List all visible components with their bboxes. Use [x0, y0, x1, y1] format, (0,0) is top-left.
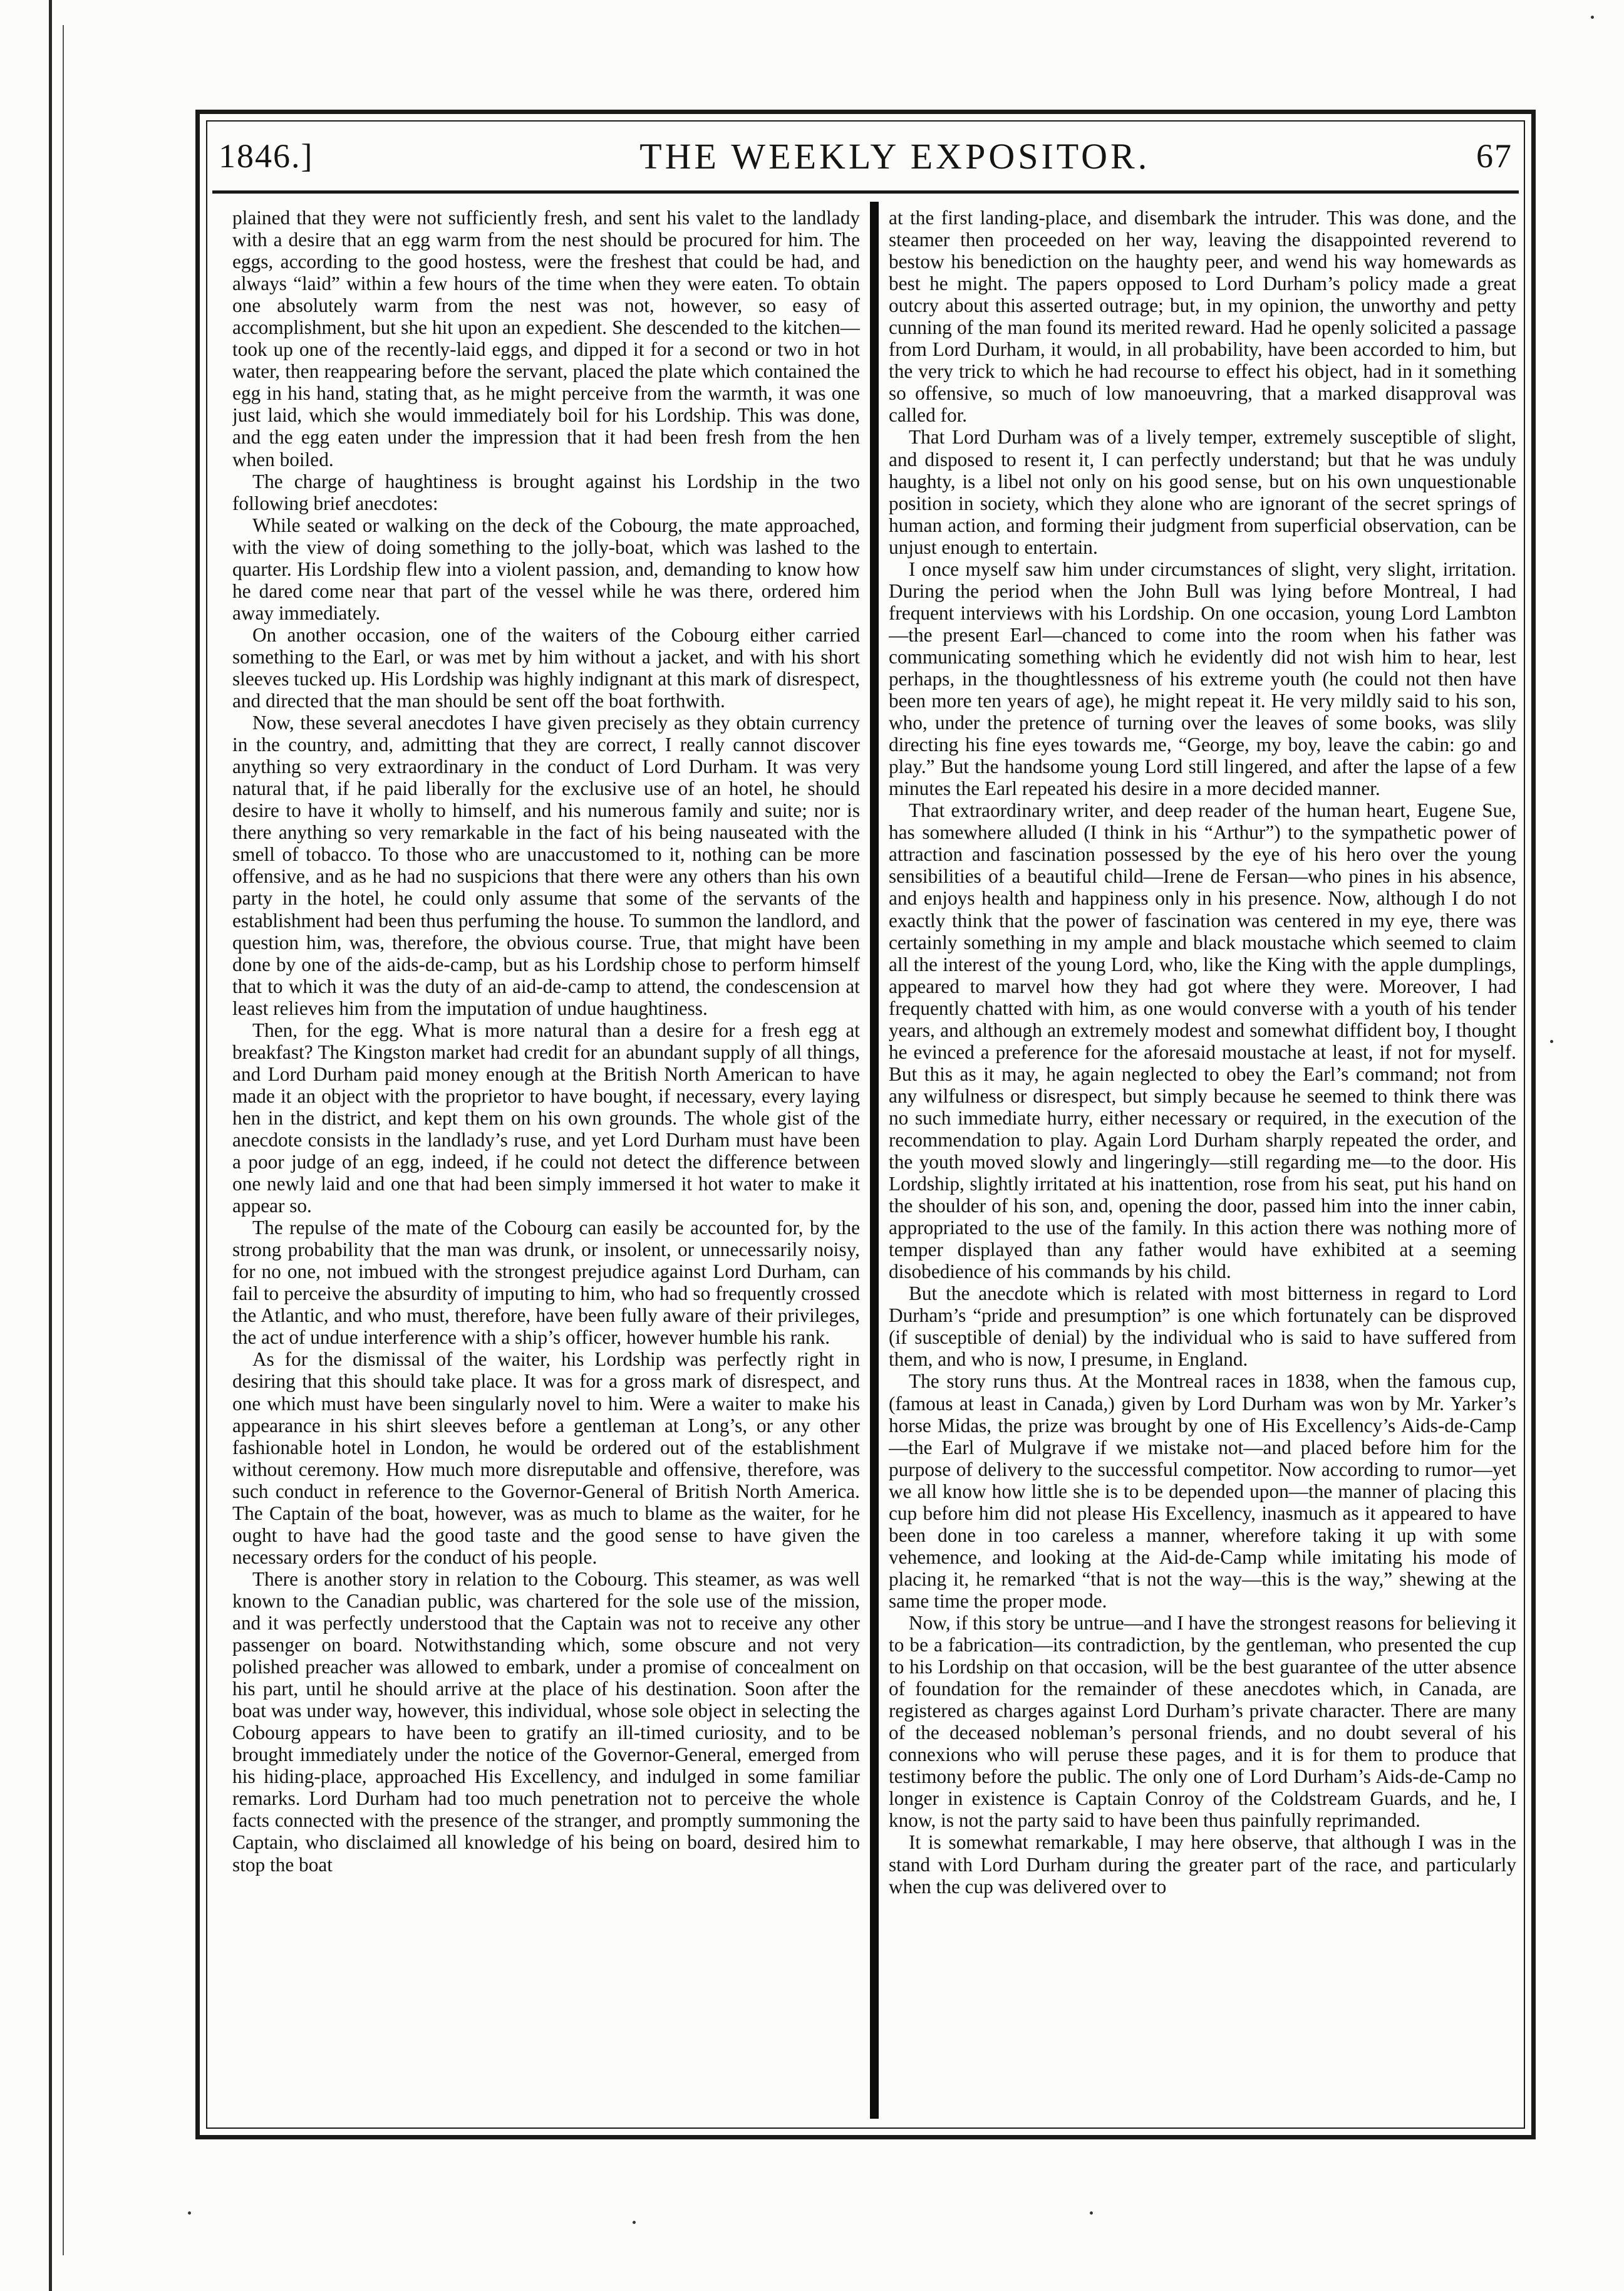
paragraph: at the first landing-place, and disembark the intruder. This was done, and the steamer then proceeded on her way, leaving the disappointed reverend to bestow his benediction on the haughty peer, and wend his way homewards as best he might. The papers opposed to Lord Durham’s policy made a great outcry about this asserted outrage; but, in my opinion, the unworthy and petty cunning of the man found its merited reward. Had he openly solicited a passage from Lord Durham, it would, in all probability, have been accorded to him, but the very trick to which he had recourse to effect his object, had in it something so offensive, so much of low manoeuvring, that a marked disapproval was called for.	[889, 207, 1516, 427]
paragraph: That Lord Durham was of a lively temper, extremely susceptible of slight, and disposed to resent it, I can perfectly understand; but that he was unduly haughty, is a libel not only on his good sense, but on his own unquestionable position in society, which they alone who are ignorant of the secret springs of human action, and forming their judgment from superficial observation, can be unjust enough to entertain.	[889, 426, 1516, 558]
scan-speck	[1550, 1040, 1553, 1043]
scan-speck	[1591, 16, 1594, 19]
paragraph: That extraordinary writer, and deep reader of the human heart, Eugene Sue, has somewhere alluded (I think in his “Arthur”) to the sympathetic power of attraction and fascination possessed by the eye of his hero over the young sensibilities of a beautiful child—Irene de Fersan—who pines in his absence, and enjoys health and happiness only in his presence. Now, although I do not exactly think that the power of fascination was centered in my eye, there was certainly something in my ample and black moustache which seemed to claim all the interest of the young Lord, who, like the King with the apple dumplings, appeared to marvel how they had got where they were. Moreover, I had frequently chatted with him, as one would converse with a youth of his tender years, and although an extremely modest and somewhat diffident boy, I thought he evinced a preference for the aforesaid moustache at least, if not for myself. But this as it may, he again neglected to obey the Earl’s command; not from any wilfulness or disrespect, but simply because he seemed to think there was no such immediate hurry, either necessary or required, in the execution of the recommendation to play. Again Lord Durham sharply repeated the order, and the youth moved slowly and lingeringly—still regarding me—to the door. His Lordship, slightly irritated at his inattention, rose from his seat, put his hand on the shoulder of his son, and, opening the door, passed him into the inner cabin, appropriated to the use of the family. In this action there was nothing more of temper displayed than any father would have exhibited at a seeming disobedience of his commands by his child.	[889, 799, 1516, 1283]
paragraph: On another occasion, one of the waiters of the Cobourg either carried something to the Earl, or was met by him without a jacket, and with his short sleeves tucked up. His Lordship was highly indignant at this mark of disrespect, and directed that the man should be sent off the boat forthwith.	[232, 623, 860, 712]
paragraph: While seated or walking on the deck of the Cobourg, the mate approached, with the view of doing something to the jolly-boat, which was lashed to the quarter. His Lordship flew into a violent passion, and, demanding to know how he dared come near that part of the vessel while he was there, ordered him away immediately.	[232, 514, 860, 624]
left-column	[232, 207, 860, 2111]
scan-margin-line-faint	[63, 25, 64, 2255]
paragraph: Now, if this story be untrue—and I have the strongest reasons for believing it to be a fabrication—its contradiction, by the gentleman, who presented the cup to his Lordship on that occasion, will be the best guarantee of the utter absence of foundation for the remainder of these anecdotes which, in Canada, are registered as charges against Lord Durham’s private character. There are many of the deceased nobleman’s personal friends, and no doubt several of his connexions who will peruse these pages, and it is for them to produce that testimony before the public. The only one of Lord Durham’s Aids-de-Camp no longer in existence is Captain Conroy of the Coldstream Guards, and he, I know, is not the party said to have been thus painfully reprimanded.	[889, 1612, 1516, 1832]
paragraph: Now, these several anecdotes I have given precisely as they obtain currency in the country, and, admitting that they are correct, I really cannot discover anything so very extraordinary in the conduct of Lord Durham. It was very natural that, if he paid liberally for the exclusive use of an hotel, he should desire to have it wholly to himself, and his numerous family and suite; nor is there anything so very remarkable in the fact of his being nauseated with the smell of tobacco. To those who are unaccustomed to it, nothing can be more offensive, and as he had no suspicions that there were any others than his own party in the hotel, he could only assume that some of the servants of the establishment had been thus perfuming the house. To summon the landlord, and question him, was, therefore, the obvious course. True, that might have been done by one of the aids-de-camp, but as his Lordship chose to perform himself that to which it was the duty of an aid-de-camp to attend, the condescension at least relieves him from the imputation of undue haughtiness.	[232, 712, 860, 1019]
paragraph: The story runs thus. At the Montreal races in 1838, when the famous cup, (famous at least in Canada,) given by Lord Durham was won by Mr. Yarker’s horse Midas, the prize was brought by one of His Excellency’s Aids-de-Camp—the Earl of Mulgrave if we mistake not—and placed before him for the purpose of delivery to the successful competitor. Now according to rumor—yet we all know how little she is to be depended upon—the manner of placing this cup before him did not please His Excellency, inasmuch as it appeared to have been done in too careless a manner, wherefore taking it up with some vehemence, and looking at the Aid-de-Camp while imitating his mode of placing it, he remarked “that is not the way—this is the way,” shewing at the same time the proper mode.	[889, 1370, 1516, 1612]
page-frame	[195, 110, 1536, 2139]
scan-margin-line	[49, 0, 52, 2291]
column-rule	[870, 202, 879, 2119]
header-page-number: 67	[1476, 137, 1513, 175]
scan-speck	[1090, 2211, 1093, 2215]
paragraph: As for the dismissal of the waiter, his Lordship was perfectly right in desiring that this should take place. It was for a gross mark of disrespect, and one which must have been singularly novel to him. Were a waiter to make his appearance in his shirt sleeves before a gentleman at Long’s, or any other fashionable hotel in London, he would be ordered out of the establishment without ceremony. How much more disreputable and offensive, therefore, was such conduct in reference to the Governor-General of British North America. The Captain of the boat, however, was as much to blame as the waiter, for he ought to have had the good taste and the good sense to have given the necessary orders for the conduct of his people.	[232, 1348, 860, 1568]
paragraph: Then, for the egg. What is more natural than a desire for a fresh egg at breakfast? The Kingston market had credit for an abundant supply of all things, and Lord Durham paid money enough at the British North American to have made it an object with the proprietor to have bought, if necessary, every laying hen in the district, and kept them on his own grounds. The whole gist of the anecdote consists in the landlady’s ruse, and yet Lord Durham must have been a poor judge of an egg, indeed, if he could not detect the difference between one newly laid and one that had been simply immersed it hot water to make it appear so.	[232, 1019, 860, 1217]
header-rule	[212, 190, 1519, 194]
paragraph: The charge of haughtiness is brought against his Lordship in the two following brief anecdotes:	[232, 470, 860, 514]
paragraph: But the anecdote which is related with most bitterness in regard to Lord Durham’s “pride and presumption” is one which fortunately can be disproved (if susceptible of denial) by the individual who is said to have suffered from them, and who is now, I presume, in England.	[889, 1282, 1516, 1371]
header-title: THE WEEKLY EXPOSITOR.	[639, 135, 1151, 177]
header-date: 1846.]	[219, 137, 314, 175]
right-column	[889, 207, 1516, 2111]
paragraph: It is somewhat remarkable, I may here observe, that although I was in the stand with Lord Durham during the greater part of the race, and particularly when the cup was delivered over to	[889, 1831, 1516, 1898]
running-header	[219, 128, 1513, 184]
paragraph: I once myself saw him under circumstances of slight, very slight, irritation. During the period when the John Bull was lying before Montreal, I had frequent interviews with his Lordship. On one occasion, young Lord Lambton—the present Earl—chanced to come into the room when his father was communicating something which he evidently did not wish him to hear, lest perhaps, in the thoughtlessness of his extreme youth (he could not then have been more ten years of age), he might repeat it. He very mildly said to his son, who, under the pretence of turning over the leaves of some books, was slily directing his fine eyes towards me, “George, my boy, leave the cabin: go and play.” But the handsome young Lord still lingered, and after the lapse of a few minutes the Earl repeated his desire in a more decided manner.	[889, 558, 1516, 800]
paragraph: plained that they were not sufficiently fresh, and sent his valet to the landlady with a desire that an egg warm from the nest should be procured for him. The eggs, according to the good hostess, were the freshest that could be had, and always “laid” within a few hours of the time when they were eaten. To obtain one absolutely warm from the nest was not, however, so easy of accomplishment, but she hit upon an expedient. She descended to the kitchen—took up one of the recently-laid eggs, and dipped it for a second or two in hot water, then reappearing before the servant, placed the plate which contained the egg in his hand, stating that, as he might perceive from the warmth, it was one just laid, which she would immediately boil for his Lordship. This was done, and the egg eaten under the impression that it had been fresh from the hen when boiled.	[232, 207, 860, 470]
paragraph: There is another story in relation to the Cobourg. This steamer, as was well known to the Canadian public, was chartered for the sole use of the mission, and it was perfectly understood that the Captain was not to receive any other passenger on board. Notwithstanding which, some obscure and not very polished preacher was allowed to embark, under a promise of concealment on his part, until he should arrive at the place of his destination. Soon after the boat was under way, however, this individual, whose sole object in selecting the Cobourg appears to have been to gratify an ill-timed curiosity, and to be brought immediately under the notice of the Governor-General, emerged from his hiding-place, approached His Excellency, and indulged in some familiar remarks. Lord Durham had too much penetration not to perceive the whole facts connected with the presence of the stranger, and promptly summoning the Captain, who disclaimed all knowledge of his being on board, desired him to stop the boat	[232, 1567, 860, 1876]
paragraph: The repulse of the mate of the Cobourg can easily be accounted for, by the strong probability that the man was drunk, or insolent, or unnecessarily noisy, for no one, not imbued with the strongest prejudice against Lord Durham, can fail to perceive the absurdity of imputing to him, who had so frequently crossed the Atlantic, and who must, therefore, have been fully aware of their privileges, the act of undue interference with a ship’s officer, however humble his rank.	[232, 1217, 860, 1349]
scan-speck	[633, 2221, 636, 2224]
scan-speck	[188, 2211, 191, 2215]
